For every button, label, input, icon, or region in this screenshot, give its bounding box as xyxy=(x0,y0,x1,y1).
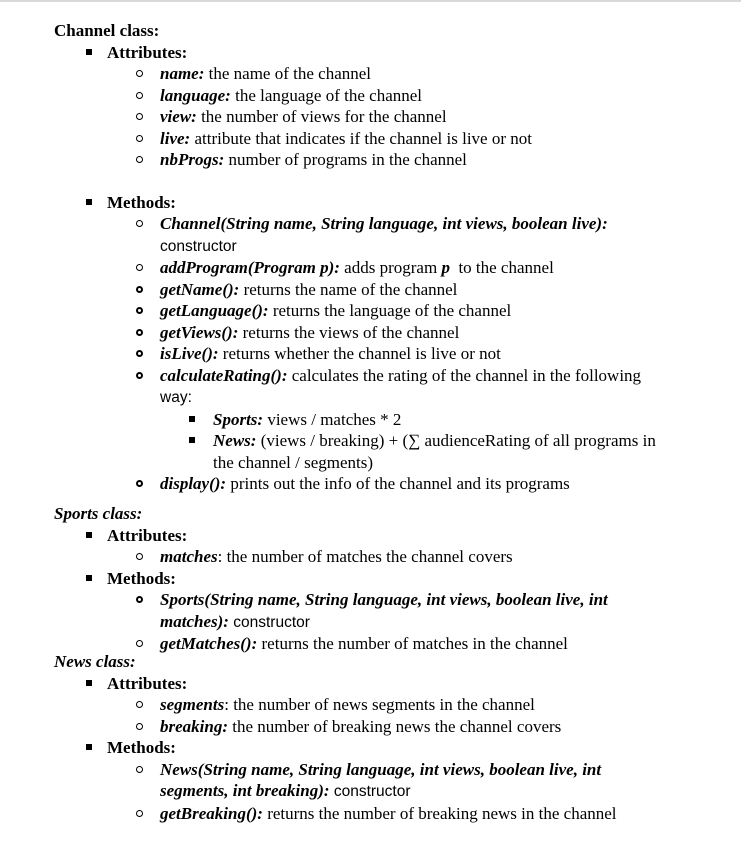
sports-method-constructor: Sports(String name, String language, int views, boolean live, int matches): constructor xyxy=(54,589,734,633)
spacer xyxy=(54,171,734,192)
channel-method-addprogram: addProgram(Program p): adds program p to the channel xyxy=(54,257,734,279)
circle-bullet-icon xyxy=(136,766,143,773)
news-method-getbreaking: getBreaking(): returns the number of breaking news in the channel xyxy=(54,803,734,825)
circle-bullet-icon xyxy=(136,113,143,120)
circle-bullet-icon xyxy=(136,329,143,336)
sports-method-getmatches: getMatches(): returns the number of matches in the channel xyxy=(54,633,734,655)
sports-attr-matches: matches: the number of matches the channel covers xyxy=(54,546,734,568)
rating-rule-news: News: (views / breaking) + (∑ audienceRating of all programs in the channel / segments) xyxy=(54,430,734,473)
square-bullet-icon xyxy=(86,744,92,750)
channel-title: Channel class: xyxy=(54,21,160,40)
square-bullet-icon xyxy=(189,437,195,443)
square-bullet-icon xyxy=(86,680,92,686)
news-attr-segments: segments: the number of news segments in the channel xyxy=(54,694,734,716)
square-bullet-icon xyxy=(86,199,92,205)
channel-attr-nbprogs: nbProgs: number of programs in the channel xyxy=(54,149,734,171)
channel-attr-name: name: the name of the channel xyxy=(54,63,734,85)
circle-bullet-icon xyxy=(136,480,143,487)
channel-attr-live: live: attribute that indicates if the channel is live or not xyxy=(54,128,734,150)
square-bullet-icon xyxy=(86,532,92,538)
channel-method-getname: getName(): returns the name of the channel xyxy=(54,279,734,301)
news-attr-breaking: breaking: the number of breaking news the channel covers xyxy=(54,716,734,738)
rating-rule-sports: Sports: views / matches * 2 xyxy=(54,409,734,431)
circle-bullet-icon xyxy=(136,220,143,227)
sports-section xyxy=(54,503,734,655)
circle-bullet-icon xyxy=(136,92,143,99)
sports-title: Sports class: xyxy=(54,504,143,523)
channel-method-constructor: Channel(String name, String language, int views, boolean live): constructor xyxy=(54,213,734,257)
channel-attr-language: language: the language of the channel xyxy=(54,85,734,107)
channel-method-islive: isLive(): returns whether the channel is live or not xyxy=(54,343,734,365)
circle-bullet-icon xyxy=(136,135,143,142)
channel-method-getviews: getViews(): returns the views of the channel xyxy=(54,322,734,344)
channel-methods-heading: Methods: xyxy=(54,192,734,214)
channel-method-getlanguage: getLanguage(): returns the language of the channel xyxy=(54,300,734,322)
channel-attr-view: view: the number of views for the channel xyxy=(54,106,734,128)
circle-bullet-icon xyxy=(136,723,143,730)
channel-attributes-heading: Attributes: xyxy=(54,42,734,64)
channel-method-display: display(): prints out the info of the channel and its programs xyxy=(54,473,734,495)
circle-bullet-icon xyxy=(136,640,143,647)
circle-bullet-icon xyxy=(136,70,143,77)
news-attributes-heading: Attributes: xyxy=(54,673,734,695)
news-method-constructor: News(String name, String language, int views, boolean live, int segments, int breaking): constructor xyxy=(54,759,734,803)
top-border xyxy=(0,0,741,2)
circle-bullet-icon xyxy=(136,810,143,817)
channel-method-calculaterating: calculateRating(): calculates the rating of the channel in the following way: xyxy=(54,365,734,409)
sports-methods-heading: Methods: xyxy=(54,568,734,590)
square-bullet-icon xyxy=(86,575,92,581)
channel-section xyxy=(54,20,734,495)
circle-bullet-icon xyxy=(136,553,143,560)
circle-bullet-icon xyxy=(136,307,143,314)
square-bullet-icon xyxy=(86,49,92,55)
circle-bullet-icon xyxy=(136,701,143,708)
news-section xyxy=(54,651,734,824)
circle-bullet-icon xyxy=(136,372,143,379)
news-title: News class: xyxy=(54,652,136,671)
square-bullet-icon xyxy=(189,416,195,422)
circle-bullet-icon xyxy=(136,264,143,271)
circle-bullet-icon xyxy=(136,156,143,163)
circle-bullet-icon xyxy=(136,596,143,603)
circle-bullet-icon xyxy=(136,286,143,293)
circle-bullet-icon xyxy=(136,350,143,357)
sports-attributes-heading: Attributes: xyxy=(54,525,734,547)
news-methods-heading: Methods: xyxy=(54,737,734,759)
